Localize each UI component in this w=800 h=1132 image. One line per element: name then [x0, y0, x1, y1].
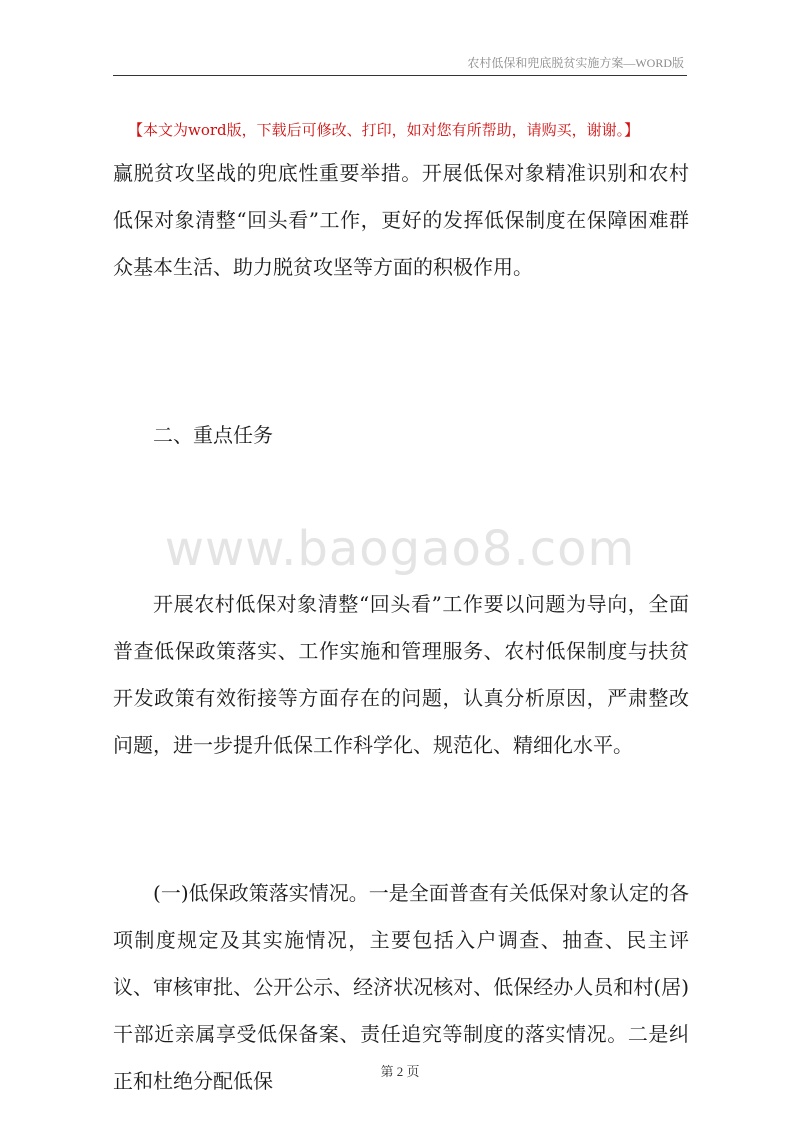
- paragraph-continuation: 赢脱贫攻坚战的兜底性重要举措。开展低保对象精准识别和农村低保对象清整“回头看”工作，更好的发挥低保制度在保障困难群众基本生活、助力脱贫攻坚等方面的积极作用。: [113, 161, 689, 279]
- section-heading: 二、重点任务: [153, 423, 273, 447]
- page-number: 第 2 页: [380, 1064, 420, 1079]
- header-divider: [113, 75, 687, 76]
- download-notice: 【本文为word版，下载后可修改、打印，如对您有所帮助，请购买，谢谢。】: [128, 121, 640, 139]
- running-header-title: 农村低保和兜底脱贫实施方案—WORD版: [467, 56, 684, 70]
- paragraph-policy-implementation: (一)低保政策落实情况。一是全面普查有关低保对象认定的各项制度规定及其实施情况，主要包括入户调查、抽查、民主评议、审核审批、公开公示、经济状况核对、低保经办人员和村(居)干部近亲属享受低保备案、责任追究等制度的落实情况。二是纠正和杜绝分配低保: [113, 881, 689, 1093]
- paragraph-task-overview: 开展农村低保对象清整“回头看”工作要以问题为导向，全面普查低保政策落实、工作实施和管理服务、农村低保制度与扶贫开发政策有效衔接等方面存在的问题，认真分析原因，严肃整改问题，进一步提升低保工作科学化、规范化、精细化水平。: [113, 592, 689, 757]
- watermark: www.baogao8.com: [164, 521, 636, 577]
